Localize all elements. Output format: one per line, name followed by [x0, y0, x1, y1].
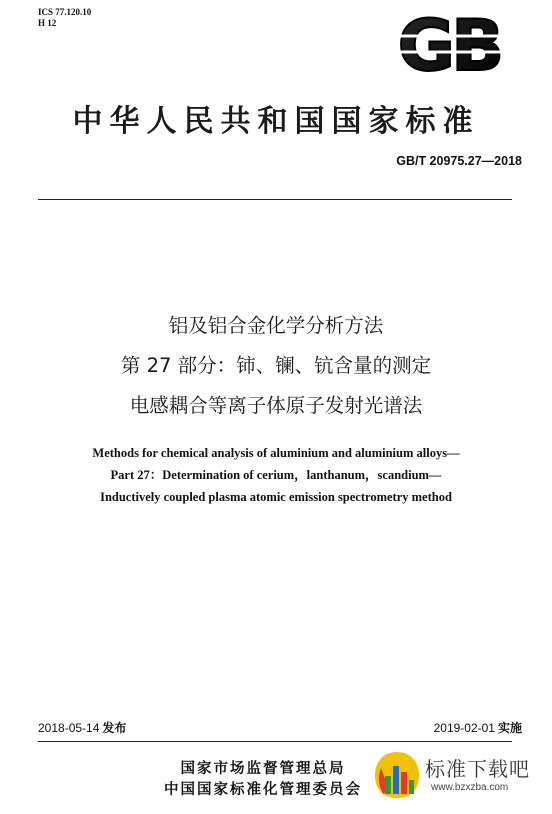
english-title-line-2: Part 27：Determination of cerium，lanthanum，scandium— — [110, 468, 442, 482]
classification-codes — [38, 7, 91, 29]
footer-divider — [38, 741, 512, 742]
implementation-label: 实施 — [497, 721, 522, 735]
chinese-title-line-3: 电感耦合等离子体原子发射光谱法 — [129, 394, 423, 417]
standard-type-title: 中华人民共和国国家标准 — [72, 104, 480, 139]
standard-number: GB/T 20975.27—2018 — [396, 154, 522, 168]
bar-chart-logo-icon — [373, 750, 421, 800]
implementation-date — [434, 719, 522, 736]
watermark-name: 标准下载吧 — [425, 757, 530, 781]
chinese-title-line-1: 铝及铝合金化学分析方法 — [168, 314, 384, 337]
issue-label: 发布 — [102, 721, 127, 735]
issue-date — [38, 719, 126, 736]
english-title-line-1: Methods for chemical analysis of aluminium and aluminium alloys— — [92, 446, 460, 460]
gb-logo — [388, 12, 510, 76]
issuer-line-1: 国家市场监督管理总局 — [180, 761, 346, 777]
ics-code: ICS 77.120.10 — [38, 7, 92, 17]
watermark — [373, 744, 545, 808]
issue-date-value: 2018-05-14 — [38, 721, 100, 735]
logo-text: GB — [397, 12, 501, 76]
implementation-date-value: 2019-02-01 — [433, 721, 495, 735]
chinese-title-line-2: 第 27 部分：铈、镧、钪含量的测定 — [120, 354, 432, 377]
english-title-line-3: Inductively coupled plasma atomic emission spectrometry method — [100, 490, 452, 504]
header-divider — [38, 199, 512, 200]
ccs-code: H 12 — [38, 18, 57, 28]
watermark-url: www.bzxzba.com — [431, 782, 509, 793]
issuer-line-2: 中国国家标准化管理委员会 — [164, 782, 362, 798]
